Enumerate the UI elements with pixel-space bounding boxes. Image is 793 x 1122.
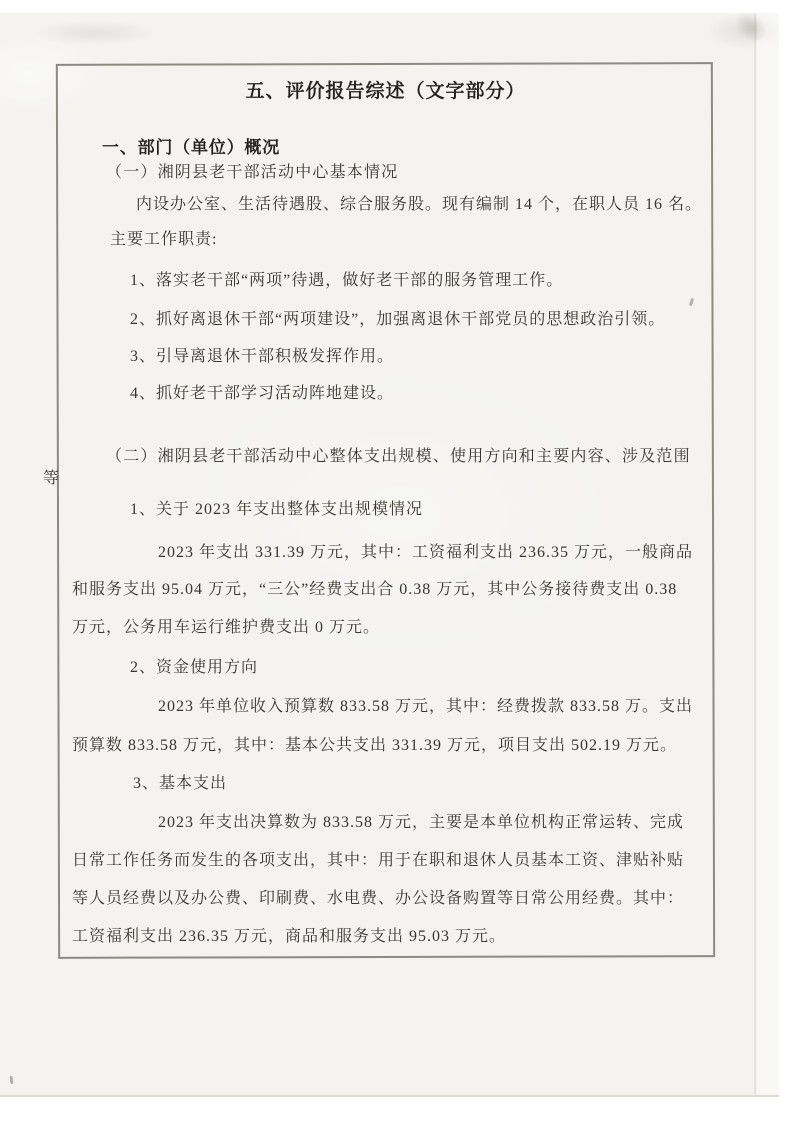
paper-edge-highlight bbox=[757, 13, 779, 1095]
body-label: 主要工作职责: bbox=[110, 231, 218, 248]
list-item: 4、抓好老干部学习活动阵地建设。 bbox=[130, 385, 395, 402]
paragraph-line: 2023 年单位收入预算数 833.58 万元，其中：经费拨款 833.58 万。支出 bbox=[158, 698, 694, 715]
list-item: 2、抓好离退休干部“两项建设”，加强离退休干部党员的思想政治引领。 bbox=[130, 311, 666, 328]
list-item: 3、引导离退休干部积极发挥作用。 bbox=[130, 348, 395, 365]
document-title: 五、评价报告综述（文字部分） bbox=[245, 81, 526, 102]
paragraph-line: 2023 年支出决算数为 833.58 万元，主要是本单位机构正常运转、完成 bbox=[158, 814, 685, 831]
paragraph-line: 和服务支出 95.04 万元，“三公”经费支出合 0.38 万元，其中公务接待费支出 0.38 bbox=[72, 581, 678, 598]
list-item: 1、关于 2023 年支出整体支出规模情况 bbox=[130, 501, 424, 518]
paragraph-line: 等人员经费以及办公费、印刷费、水电费、办公设备购置等日常公用经费。其中： bbox=[72, 890, 685, 907]
paragraph-line: 日常工作任务而发生的各项支出，其中：用于在职和退休人员基本工资、津贴补贴 bbox=[72, 852, 685, 869]
subsection-heading: （二）湘阴县老干部活动中心整体支出规模、使用方向和主要内容、涉及范围 bbox=[106, 448, 691, 465]
list-item: 1、落实老干部“两项”待遇，做好老干部的服务管理工作。 bbox=[130, 272, 564, 289]
body-line: 内设办公室、生活待遇股、综合服务股。现有编制 14 个，在职人员 16 名。 bbox=[136, 196, 703, 213]
subsection-heading: （一）湘阴县老干部活动中心基本情况 bbox=[106, 164, 399, 181]
list-item: 3、基本支出 bbox=[133, 775, 228, 792]
paper-crease bbox=[754, 13, 756, 1095]
list-item: 2、资金使用方向 bbox=[130, 659, 259, 676]
wrap-overflow-char: 等 bbox=[43, 470, 61, 487]
paragraph-line: 万元，公务用车运行维护费支出 0 万元。 bbox=[72, 619, 381, 636]
paragraph-line: 工资福利支出 236.35 万元，商品和服务支出 95.03 万元。 bbox=[72, 928, 507, 945]
paragraph-line: 2023 年支出 331.39 万元，其中：工资福利支出 236.35 万元，一般商品 bbox=[158, 544, 694, 561]
paragraph-line: 预算数 833.58 万元，其中：基本公共支出 331.39 万元，项目支出 502.19 万元。 bbox=[72, 737, 678, 754]
section-heading: 一、部门（单位）概况 bbox=[102, 138, 280, 157]
